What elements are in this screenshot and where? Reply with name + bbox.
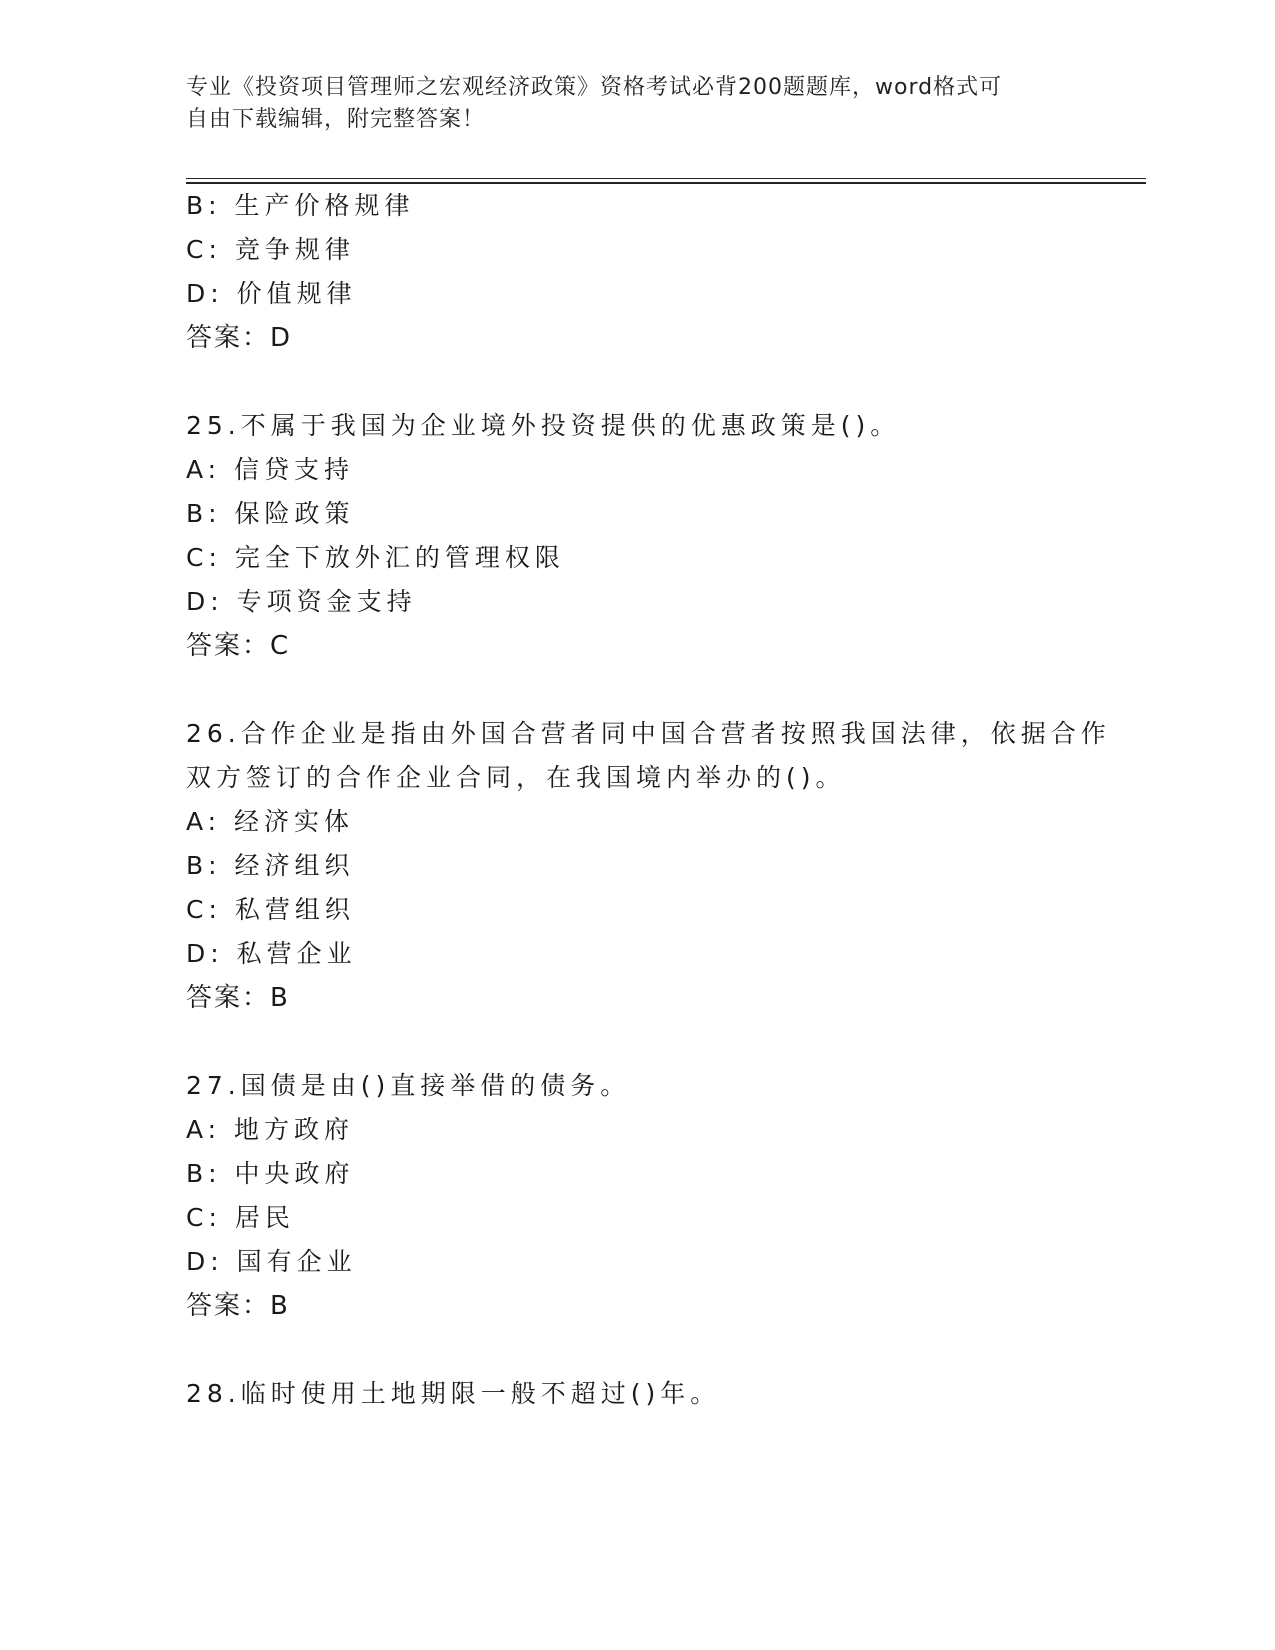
- option-a: A: 信贷支持: [186, 455, 355, 484]
- option-b: B: 经济组织: [186, 851, 355, 880]
- question-stem-continued: 双方签订的合作企业合同，在我国境内举办的()。: [186, 763, 846, 792]
- question-stem: 25.不属于我国为企业境外投资提供的优惠政策是()。: [186, 411, 901, 440]
- option-b: B: 生产价格规律: [186, 191, 415, 220]
- question-stem: 27.国债是由()直接举借的债务。: [186, 1071, 631, 1100]
- header-rule-thick: [186, 182, 1146, 184]
- option-c: C: 竞争规律: [186, 235, 355, 264]
- header-rule-thin: [186, 178, 1146, 179]
- option-d: D: 价值规律: [186, 279, 357, 308]
- option-c: C: 居民: [186, 1203, 295, 1232]
- answer-label: 答案：B: [186, 983, 290, 1013]
- document-header: [186, 72, 1086, 136]
- option-c: C: 完全下放外汇的管理权限: [186, 543, 565, 572]
- header-line-1: 专业《投资项目管理师之宏观经济政策》资格考试必背200题题库，word格式可: [186, 75, 1003, 100]
- option-d: D: 专项资金支持: [186, 587, 417, 616]
- answer-label: 答案：B: [186, 1291, 290, 1321]
- answer-label: 答案：D: [186, 323, 293, 353]
- option-b: B: 保险政策: [186, 499, 355, 528]
- option-b: B: 中央政府: [186, 1159, 355, 1188]
- option-d: D: 私营企业: [186, 939, 357, 968]
- option-a: A: 经济实体: [186, 807, 355, 836]
- question-stem: 26.合作企业是指由外国合营者同中国合营者按照我国法律，依据合作: [186, 719, 1111, 748]
- option-d: D: 国有企业: [186, 1247, 357, 1276]
- answer-label: 答案：C: [186, 631, 291, 661]
- option-c: C: 私营组织: [186, 895, 355, 924]
- header-line-2: 自由下载编辑，附完整答案！: [186, 107, 486, 132]
- question-stem: 28.临时使用土地期限一般不超过()年。: [186, 1379, 721, 1408]
- option-a: A: 地方政府: [186, 1115, 355, 1144]
